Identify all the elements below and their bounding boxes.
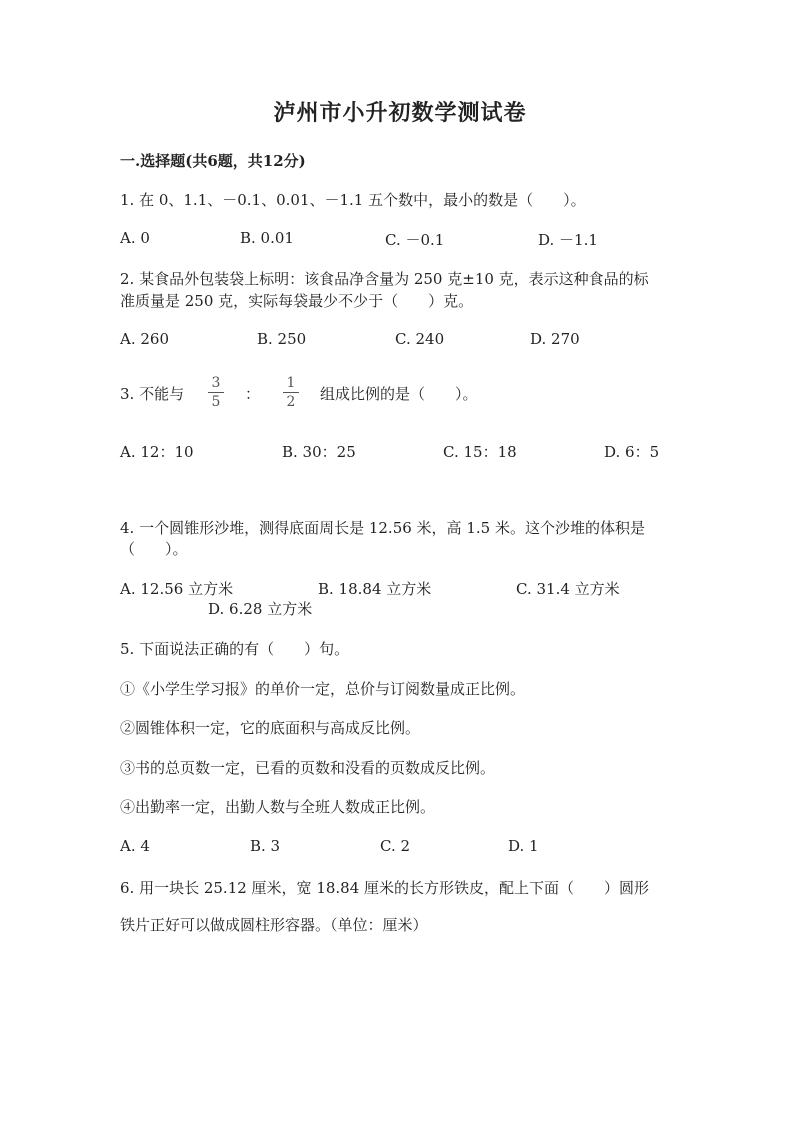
- page-title: 泸州市小升初数学测试卷: [273, 100, 527, 126]
- question-5-option-d: D. 1: [508, 837, 539, 855]
- fraction-one-half: [283, 375, 299, 410]
- question-5-statement-2: ②圆锥体积一定，它的底面积与高成反比例。: [120, 719, 421, 737]
- section-heading: 一.选择题(共6题，共12分): [120, 152, 306, 170]
- question-5-stem: 5. 下面说法正确的有（ ）句。: [120, 640, 350, 658]
- question-4-stem-line-2: （ ）。: [120, 540, 188, 558]
- question-1-option-b: B. 0.01: [240, 229, 294, 247]
- question-2-option-b: B. 250: [257, 330, 307, 348]
- ratio-colon: ：: [245, 385, 261, 403]
- question-4-option-b: B. 18.84 立方米: [318, 580, 432, 598]
- question-1-stem: 1. 在 0、1.1、－0.1、0.01、－1.1 五个数中，最小的数是（ ）。: [120, 191, 586, 209]
- question-3-option-d: D. 6：5: [604, 443, 660, 461]
- fraction-numerator: 3: [211, 375, 221, 391]
- question-2-stem-line-1: 2. 某食品外包装袋上标明：该食品净含量为 250 克±10 克，表示这种食品的标: [120, 270, 649, 288]
- question-3-prefix: 3. 不能与: [120, 385, 185, 403]
- question-3-option-a: A. 12：10: [120, 443, 194, 461]
- fraction-bar: [208, 392, 224, 393]
- question-3-suffix: 组成比例的是（ ）。: [320, 385, 478, 403]
- question-6-stem-line-2: 铁片正好可以做成圆柱形容器。（单位：厘米）: [120, 916, 428, 934]
- fraction-bar: [283, 392, 299, 393]
- question-2-option-a: A. 260: [120, 330, 169, 348]
- fraction-denominator: 2: [286, 394, 296, 410]
- question-4-stem-line-1: 4. 一个圆锥形沙堆，测得底面周长是 12.56 米，高 1.5 米。这个沙堆的体积是: [120, 519, 645, 537]
- question-3-option-b: B. 30：25: [282, 443, 356, 461]
- fraction-denominator: 5: [211, 394, 221, 410]
- question-4-option-d: D. 6.28 立方米: [208, 600, 313, 618]
- question-5-statement-4: ④出勤率一定，出勤人数与全班人数成正比例。: [120, 798, 436, 816]
- question-5-statement-1: ①《小学生学习报》的单价一定，总价与订阅数量成正比例。: [120, 680, 526, 698]
- question-4-option-a: A. 12.56 立方米: [120, 580, 234, 598]
- question-2-option-c: C. 240: [395, 330, 445, 348]
- question-6-stem-line-1: 6. 用一块长 25.12 厘米，宽 18.84 厘米的长方形铁皮，配上下面（ ）圆形: [120, 879, 650, 897]
- question-2-stem-line-2: 准质量是 250 克，实际每袋最少不少于（ ）克。: [120, 292, 474, 310]
- fraction-three-fifths: [208, 375, 224, 410]
- question-5-option-a: A. 4: [120, 837, 150, 855]
- question-1-option-a: A. 0: [120, 229, 150, 247]
- question-2-option-d: D. 270: [530, 330, 580, 348]
- question-1-option-d: D. －1.1: [538, 231, 598, 249]
- question-5-option-b: B. 3: [250, 837, 281, 855]
- question-5-statement-3: ③书的总页数一定，已看的页数和没看的页数成反比例。: [120, 759, 496, 777]
- question-1-option-c: C. －0.1: [385, 231, 445, 249]
- question-4-option-c: C. 31.4 立方米: [516, 580, 620, 598]
- fraction-numerator: 1: [286, 375, 296, 391]
- question-3-option-c: C. 15：18: [443, 443, 517, 461]
- question-5-option-c: C. 2: [380, 837, 411, 855]
